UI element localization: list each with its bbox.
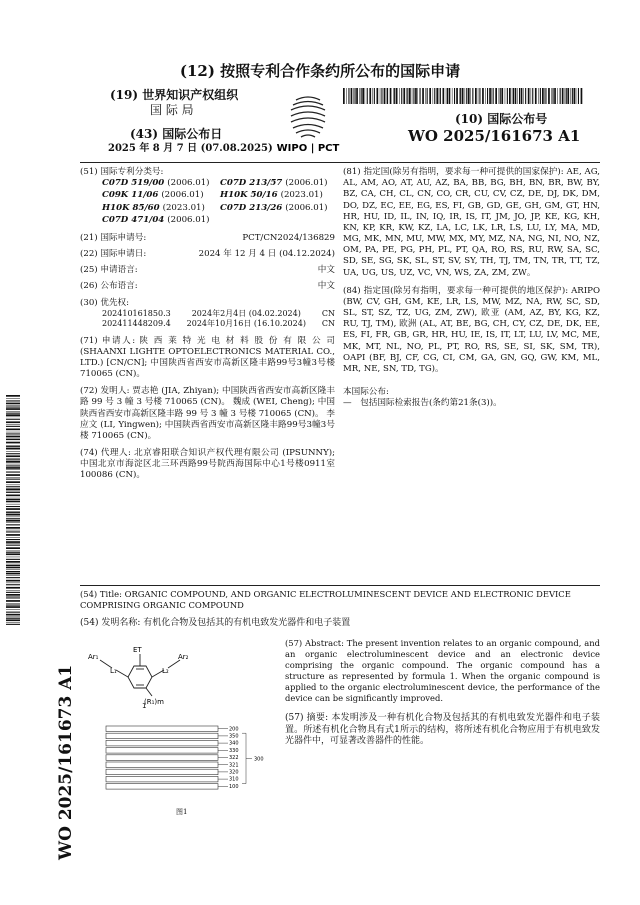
figure-caption: 图1 [176,808,188,816]
barcode-bar [6,455,20,457]
barcode-bar [565,88,566,104]
barcode-bar [381,88,382,104]
side-publication-number: WO 2025/161673 A1 [56,664,76,860]
title-chinese: (54) 发明名称: 有机化合物及包括其的有机电致发光器件和电子装置 [80,618,351,628]
barcode-bar [6,612,20,613]
barcode-bar [532,88,533,104]
barcode-bar [523,88,524,104]
barcode-bar [6,597,20,598]
layer-number-label: 321 [229,762,239,769]
publication-language-row [80,281,335,292]
barcode-bar [6,573,20,575]
barcode-bar [452,88,453,104]
barcode-bar [447,88,448,104]
abstract-chinese: (57) 摘要: 本发明涉及一种有机化合物及包括其的有机电致发光器件和电子装置。所述有机化合物具有式1所示的结构，将所述有机化合物应用于有机电致发光器件中，可显著改善器件的性能。 [285,713,600,747]
barcode-bar [581,88,583,104]
barcode-bar [482,88,484,104]
barcode-bar [6,451,20,452]
barcode-bar [6,400,20,401]
barcode-bar [449,88,451,104]
barcode-bar [6,474,20,476]
barcode-bar [355,88,356,104]
barcode-bar [362,88,364,104]
barcode-bar [409,88,411,104]
publication-language: 中文 [317,281,335,292]
barcode-bar [566,88,567,104]
applicant: (71) 申请人: 陕 西 莱 特 光 电 材 料 股 份 有 限 公 司 (SHAANXI LIGHTE OPTOELECTRONICS MATERIAL CO., LTD.) [CN/CN]; 中国陕西省西安市高新区隆丰路99号3幢3号楼 710065 (CN)。 [80,335,335,380]
et-label: ET [133,646,142,654]
barcode-bar [6,438,20,439]
barcode-bar [6,469,20,470]
international-bureau: 国 际 局 [150,103,194,117]
ipc-label: (51) 国际专利分类号: [80,167,164,177]
barcode-bar [386,88,387,104]
barcode-bar [525,88,526,104]
ipc-entry: H10K 50/16 (2023.01) [220,190,323,201]
barcode-bar [346,88,347,104]
barcode-bar [356,88,358,104]
barcode-bar [6,395,20,397]
barcode-bar [6,442,20,444]
barcode-bar [6,408,20,410]
barcode-bar [384,88,386,104]
barcode-bar [6,411,20,412]
barcode-bar [465,88,466,104]
barcode-bar [367,88,368,104]
ar1-label: Ar₁ [88,653,99,661]
barcode-bar [380,88,381,104]
barcode-bar [475,88,477,104]
barcode-bar [6,405,20,406]
barcode-bar [390,88,392,104]
barcode-bar [443,88,445,104]
barcode-bar [6,517,20,518]
barcode-bar [6,499,20,500]
barcode-bar [6,414,20,416]
barcode-bar [558,88,559,104]
barcode-bar [6,458,20,459]
barcode-bar [6,488,20,490]
application-date-row [80,249,335,260]
device-layer [106,776,218,782]
barcode-bar [6,424,20,425]
barcode-bar [406,88,407,104]
ipc-entry: C09K 11/06 (2006.01) [102,190,204,201]
barcode-bar [572,88,573,104]
barcode-bar [456,88,458,104]
barcode-bar [528,88,530,104]
barcode-bar [6,421,20,423]
document-title: (12) 按照专利合作条约所公布的国际申请 [179,62,461,80]
barcode-bar [6,600,20,602]
barcode-bar [6,448,20,450]
barcode-bar [460,88,461,104]
priority-row: 202411448209.4 2024年10月16日 (16.10.2024) CN [102,319,335,329]
barcode-bar [377,88,379,104]
barcode-bar [6,492,20,493]
r1m-label: (R₁)m [144,698,164,706]
barcode-bar [6,398,20,399]
barcode-bar [6,504,20,505]
barcode-bar [6,477,20,478]
barcode-bar [6,419,20,420]
barcode-bar [505,88,506,104]
barcode-bar [6,429,20,431]
barcode-bar [6,524,20,525]
barcode-bar [6,544,20,545]
barcode-bar [512,88,513,104]
barcode-bar [6,592,20,593]
layer-number-label: 320 [229,769,239,776]
barcode-bar [545,88,546,104]
barcode-bar [501,88,503,104]
barcode-bar [578,88,579,104]
barcode-bar [6,618,20,619]
barcode-bar [6,594,20,596]
publication-date-label: (43) 国际公布日 [130,127,223,141]
barcode-bar [6,520,20,522]
barcode-bar [489,88,491,104]
priority-label: (30) 优先权: [80,297,130,308]
barcode-bar [507,88,508,104]
layer-number-label: 100 [229,783,239,790]
barcode-bar [472,88,473,104]
barcode-bar [6,511,20,512]
barcode-bar [413,88,414,104]
barcode-bar [439,88,440,104]
barcode-bar [6,498,20,499]
barcode-side [6,395,20,625]
barcode-bar [6,565,20,566]
barcode-bar [6,606,20,608]
barcode-bar [6,522,20,523]
barcode-bar [535,88,537,104]
ipc-grid [102,178,335,226]
wipo-logo [273,94,343,154]
barcode-bar [407,88,408,104]
barcode-bar [374,88,375,104]
barcode-top [343,88,583,104]
barcode-bar [6,603,20,604]
barcode-bar [6,580,20,582]
barcode-bar [353,88,354,104]
barcode-bar [6,433,20,434]
published-item: — 包括国际检索报告(条约第21条(3))。 [343,398,502,409]
barcode-bar [6,527,20,529]
barcode-bar [499,88,500,104]
application-date-label: (22) 国际申请日: [80,249,147,260]
barcode-bar [434,88,435,104]
barcode-bar [554,88,556,104]
barcode-bar [6,577,20,578]
barcode-bar [6,624,20,625]
filing-language-row [80,265,335,276]
barcode-bar [6,552,20,553]
barcode-bar [6,491,20,492]
barcode-bar [6,590,20,591]
barcode-bar [574,88,576,104]
left-column [80,167,335,482]
barcode-bar [403,88,405,104]
barcode-bar [468,88,470,104]
barcode-bar [6,583,20,584]
designated-states-regional: (84) 指定国(除另有指明，要求每一种可提供的地区保护): ARIPO (BW, CV, GH, GM, KE, LR, LS, MW, MZ, NA, RW, SC, SD, SL, ST, SZ, TZ, UG, ZM, ZW), 欧亚 (AM, AZ, BY, KG, KZ, RU, TJ, TM), 欧洲 (AL, AT, BE, BG, CH, CY, CZ, DE, DK, EE, ES, FI, FR, GB, GR, HR, HU, IE, IS, IT, LT, LU, LV, MC, ME, MK, MT, NL, NO, PL, PT, RO, RS, SE, SI, SK, SM, TR), OAPI (BF, BJ, CF, CG, CI, CM, GA, GN, GQ, GW, KM, ML, MR, NE, SN, TD, TG)。 [343,285,600,374]
barcode-bar [6,453,20,454]
layer-group-bracket [242,733,252,783]
barcode-bar [6,459,20,460]
barcode-bar [6,614,20,616]
barcode-bar [517,88,518,104]
publication-date: 2025 年 8 月 7 日 (07.08.2025) [108,143,273,154]
application-date: 2024 年 12 月 4 日 (04.12.2024) [198,249,335,260]
barcode-bar [500,88,501,104]
barcode-bar [544,88,545,104]
barcode-bar [462,88,464,104]
barcode-bar [6,486,20,487]
title-english: (54) Title: ORGANIC COMPOUND, AND ORGANIC ELECTROLUMINESCENT DEVICE AND ELECTRONIC DEVICE COMPRISING ORGANIC COMPOUND [80,589,571,610]
barcode-bar [513,88,514,104]
barcode-bar [394,88,395,104]
barcode-bar [396,88,398,104]
barcode-bar [6,465,20,466]
barcode-bar [6,518,20,519]
organization-name: (19) 世界知识产权组织 [110,88,239,102]
filing-language: 中文 [317,265,335,276]
barcode-bar [422,88,424,104]
barcode-bar [459,88,460,104]
barcode-bar [6,439,20,440]
l1-label: L₁ [110,667,117,675]
application-number-label: (21) 国际申请号: [80,232,147,243]
barcode-bar [493,88,494,104]
published-label: 本国际公布: [343,387,389,398]
barcode-bar [6,481,20,483]
barcode-bar [436,88,438,104]
barcode-bar [6,464,20,465]
formula-number: 1 [142,702,147,710]
barcode-bar [538,88,539,104]
barcode-bar [348,88,349,104]
barcode-bar [343,88,345,104]
barcode-bar [6,501,20,503]
barcode-bar [470,88,471,104]
barcode-bar [365,88,366,104]
layer-number-label: 310 [229,776,239,783]
barcode-bar [440,88,441,104]
publication-number: WO 2025/161673 A1 [408,127,581,145]
ar2-label: Ar₂ [178,653,189,661]
barcode-bar [6,587,20,589]
title-divider [80,585,600,586]
barcode-bar [393,88,394,104]
barcode-bar [515,88,517,104]
layer-number-label: 322 [229,755,239,762]
barcode-bar [361,88,362,104]
ipc-entry: C07D 213/57 (2006.01) [220,178,328,189]
ipc-entry: C07D 213/26 (2006.01) [220,202,328,213]
barcode-bar [6,472,20,473]
barcode-bar [6,537,20,538]
barcode-bar [551,88,552,104]
layer-number-label: 200 [229,726,239,733]
barcode-bar [6,557,20,558]
barcode-bar [454,88,455,104]
priority-list [102,309,335,330]
layer-number-label: 350 [229,733,239,740]
device-layer [106,755,218,761]
barcode-bar [425,88,426,104]
barcode-bar [487,88,488,104]
barcode-bar [519,88,520,104]
barcode-bar [6,530,20,531]
barcode-bar [399,88,400,104]
barcode-bar [412,88,413,104]
barcode-bar [6,561,20,563]
barcode-bar [521,88,523,104]
barcode-bar [6,467,20,469]
device-layer [106,762,218,768]
application-number: PCT/CN2024/136829 [242,232,335,243]
layer-number-label: 340 [229,740,239,747]
barcode-bar [415,88,417,104]
device-layer [106,784,218,790]
barcode-bar [6,506,20,507]
layer-number-label: 330 [229,747,239,754]
ipc-entry: C07D 519/00 (2006.01) [102,178,210,189]
barcode-bar [6,564,20,565]
l2-label: L₂ [162,667,169,675]
barcode-bar [351,88,353,104]
barcode-bar [6,539,20,540]
barcode-bar [466,88,467,104]
barcode-bar [6,596,20,597]
agent: (74) 代理人: 北京睿阳联合知识产权代理有限公司 (IPSUNNY); 中国北京市海淀区北三环西路99号院西海国际中心1号楼0911室 100086 (CN)。 [80,448,335,481]
barcode-bar [6,547,20,549]
device-layer [106,748,218,754]
inventors: (72) 发明人: 贾志艳 (JIA, Zhiyan); 中国陕西省西安市高新区隆丰路 99 号 3 幢 3 号楼 710065 (CN)。 魏成 (WEI, Cheng); 中国陕西省西安市高新区隆丰路 99 号 3 幢 3 号楼 710065 (CN)。 李应文 (LI, Yingwen); 中国陕西省西安市高新区隆丰路99号3幢3号楼 710065 (CN)。 [80,386,335,441]
device-layer [106,726,218,732]
barcode-bar [570,88,571,104]
publication-language-label: (26) 公布语言: [80,281,138,292]
barcode-bar [509,88,511,104]
barcode-bar [6,426,20,427]
barcode-bar [531,88,532,104]
barcode-bar [6,567,20,569]
barcode-bar [6,575,20,576]
barcode-bar [6,571,20,572]
barcode-bar [6,479,20,480]
barcode-bar [6,446,20,447]
designated-states-national: (81) 指定国(除另有指明，要求每一种可提供的国家保护): AE, AG, AL, AM, AO, AT, AU, AZ, BA, BB, BG, BH, BN, BR, BW, BY, BZ, CA, CH, CL, CN, CO, CR, CU, CV, CZ, DE, DJ, DK, DM, DO, DZ, EC, EE, EG, ES, FI, GB, GD, GE, GH, GM, GT, HN, HR, HU, ID, IL, IN, IQ, IR, IS, IT, JM, JO, JP, KE, KG, KH, KN, KP, KR, KW, KZ, LA, LC, LK, LR, LS, LU, LY, MA, MD, MG, MK, MN, MU, MW, MX, MY, MZ, NA, NG, NI, NO, NZ, OM, PA, PE, PG, PH, PL, PT, QA, RO, RS, RU, RW, SA, SC, SD, SE, SG, SK, SL, ST, SV, SY, TH, TJ, TM, TN, TR, TT, TZ, UA, UG, US, UZ, VC, VN, WS, ZA, ZM, ZW。 [343,167,600,278]
barcode-bar [6,569,20,570]
barcode-bar [478,88,479,104]
barcode-bar [6,508,20,510]
barcode-bar [542,88,544,104]
priority-row: 202410161850.3 2024年2月4日 (04.02.2024) CN [102,308,335,318]
barcode-bar [417,88,418,104]
barcode-bar [6,551,20,552]
barcode-bar [387,88,388,104]
device-layer [106,769,218,775]
device-layer-figure [96,722,276,796]
barcode-bar [560,88,561,104]
barcode-bar [6,407,20,408]
device-layer [106,733,218,739]
barcode-bar [359,88,360,104]
barcode-bar [446,88,447,104]
barcode-bar [6,432,20,433]
right-column [343,167,600,409]
barcode-bar [429,88,431,104]
barcode-bar [6,495,20,497]
barcode-bar [540,88,541,104]
barcode-bar [6,485,20,486]
ipc-entry: C07D 471/04 (2006.01) [102,214,210,225]
barcode-bar [433,88,434,104]
layer-group-label: 300 [254,756,264,763]
device-layer [106,740,218,746]
barcode-bar [576,88,577,104]
barcode-bar [6,584,20,585]
barcode-bar [6,559,20,560]
barcode-bar [479,88,480,104]
wipo-logo-text: WIPO | PCT [276,143,340,154]
barcode-bar [6,461,20,463]
barcode-bar [6,403,20,405]
ipc-entry: H10K 85/60 (2023.01) [102,202,205,213]
barcode-bar [401,88,402,104]
barcode-bar [6,512,20,513]
barcode-bar [6,553,20,555]
barcode-bar [553,88,554,104]
barcode-bar [6,413,20,414]
barcode-bar [427,88,428,104]
barcode-bar [6,619,20,621]
barcode-bar [562,88,564,104]
barcode-bar [6,605,20,606]
barcode-bar [6,417,20,418]
barcode-bar [6,534,20,536]
application-number-row [80,233,335,244]
abstract-english: (57) Abstract: The present invention relates to an organic compound, and an organic electroluminescent device and an electronic device comprising the organic compound. The organic compound has a structure as represented by formula 1. When the organic compound is applied to the organic electroluminescent device, the performance of the device can be significantly improved. [285,638,600,703]
barcode-bar [485,88,486,104]
filing-language-label: (25) 申请语言: [80,265,138,276]
barcode-bar [6,445,20,446]
barcode-bar [6,514,20,516]
barcode-bar [6,617,20,618]
barcode-bar [6,610,20,611]
barcode-bar [6,622,20,623]
barcode-bar [6,436,20,438]
barcode-bar [492,88,493,104]
barcode-bar [372,88,373,104]
barcode-bar [369,88,371,104]
barcode-bar [6,545,20,546]
publication-number-label: (10) 国际公布号 [455,112,548,126]
barcode-bar [548,88,550,104]
barcode-bar [6,531,20,532]
header-divider [80,162,600,163]
barcode-bar [420,88,421,104]
barcode-bar [6,541,20,543]
barcode-bar [495,88,497,104]
barcode-bar [567,88,569,104]
